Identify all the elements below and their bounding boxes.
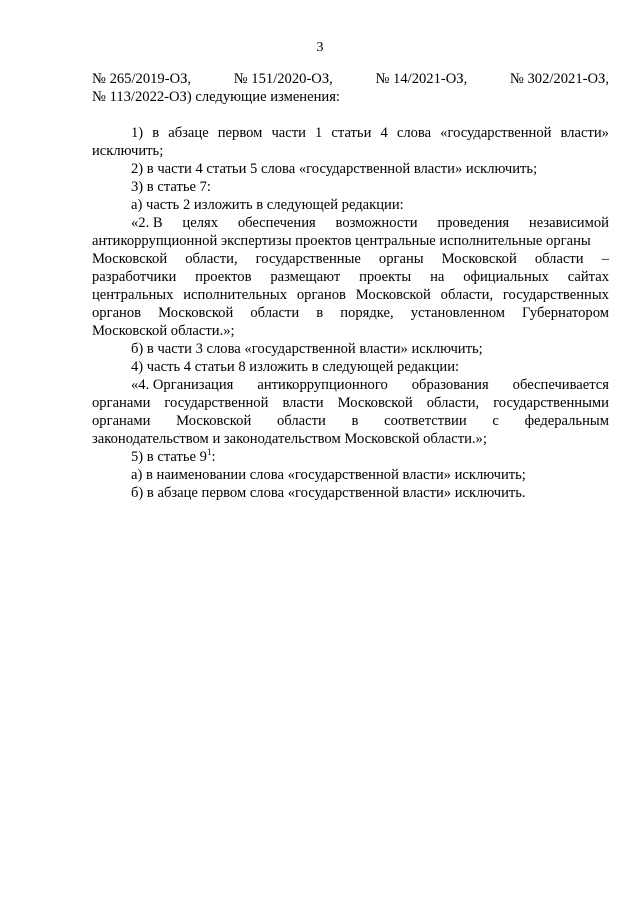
- quote-2-line-3: [92, 412, 609, 430]
- law-ref: № 302/2021-ОЗ,: [509, 71, 609, 87]
- word: проведения: [437, 215, 510, 231]
- word: в: [152, 125, 160, 141]
- word: Московской: [337, 395, 413, 411]
- quote-1-line-6: [92, 304, 609, 322]
- quote-1-line-2: антикоррупционной экспертизы проектов центральные исполнительные органы: [92, 233, 591, 249]
- intro-line-1: [92, 70, 609, 88]
- item-5b: б) в абзаце первом слова «государственной власти» исключить.: [131, 485, 526, 501]
- word: –: [601, 251, 609, 267]
- quote-1-line-5: [92, 286, 609, 304]
- law-ref: № 14/2021-ОЗ,: [375, 71, 468, 87]
- word: «4. Организация: [131, 377, 234, 393]
- quote-1-line-7: Московской области.»;: [92, 323, 235, 339]
- word: органами: [92, 413, 151, 429]
- word: 4: [380, 125, 388, 141]
- word: образования: [411, 377, 489, 393]
- word: исполнительных: [183, 287, 288, 303]
- superscript: 1: [206, 448, 212, 457]
- word: государственной: [164, 395, 269, 411]
- word: области: [250, 305, 300, 321]
- word: абзаце: [168, 125, 209, 141]
- intro-line-2: № 113/2022-ОЗ) следующие изменения:: [92, 89, 340, 105]
- word: сайтах: [567, 269, 609, 285]
- word: разработчики: [92, 269, 177, 285]
- word: области,: [426, 395, 480, 411]
- item-3a: а) часть 2 изложить в следующей редакции:: [131, 197, 404, 213]
- law-ref: № 265/2019-ОЗ,: [92, 71, 192, 87]
- word: первом: [217, 125, 263, 141]
- quote-2-line-2: [92, 394, 609, 412]
- word: в: [351, 413, 359, 429]
- word: обеспечивается: [512, 377, 609, 393]
- item-1-line-1: [131, 124, 609, 142]
- word: государственных: [502, 287, 609, 303]
- word: государственными: [493, 395, 609, 411]
- quote-2-line-1: [131, 376, 609, 394]
- word: органов: [296, 287, 346, 303]
- quote-1-line-1: [131, 214, 609, 232]
- word: возможности: [335, 215, 418, 231]
- page-number: 3: [316, 40, 324, 55]
- word: порядке,: [340, 305, 394, 321]
- word: статьи: [331, 125, 372, 141]
- word: области,: [440, 287, 494, 303]
- item-5-colon: :: [211, 449, 216, 465]
- word: Московской: [441, 251, 517, 267]
- word: власти: [282, 395, 324, 411]
- word: «2. В: [131, 215, 163, 231]
- quote-2-line-4: законодательством и законодательством Московской области.»;: [92, 431, 487, 447]
- item-3b: б) в части 3 слова «государственной власти» исключить;: [131, 341, 483, 357]
- word: антикоррупционного: [257, 377, 388, 393]
- word: размещают: [270, 269, 341, 285]
- word: обеспечения: [237, 215, 316, 231]
- item-5a: а) в наименовании слова «государственной власти» исключить;: [131, 467, 526, 483]
- word: официальных: [463, 269, 549, 285]
- word: установленном: [410, 305, 505, 321]
- word: власти»: [560, 125, 609, 141]
- word: слова: [396, 125, 432, 141]
- word: проектов: [195, 269, 252, 285]
- quote-1-line-4: [92, 268, 609, 286]
- word: «государственной: [440, 125, 552, 141]
- item-5-text: 5) в статье 9: [131, 449, 207, 465]
- word: независимой: [528, 215, 609, 231]
- word: органы: [378, 251, 424, 267]
- item-1-line-2: исключить;: [92, 143, 164, 159]
- quote-1-line-3: [92, 250, 609, 268]
- word: области: [534, 251, 584, 267]
- word: государственные: [255, 251, 361, 267]
- item-2: 2) в части 4 статьи 5 слова «государственной власти» исключить;: [131, 161, 538, 177]
- word: проекты: [359, 269, 412, 285]
- word: Московской: [92, 251, 168, 267]
- law-ref: № 151/2020-ОЗ,: [233, 71, 333, 87]
- word: на: [430, 269, 445, 285]
- word: Московской: [176, 413, 252, 429]
- word: Московской: [158, 305, 234, 321]
- word: органами: [92, 395, 151, 411]
- item-5: [131, 448, 609, 466]
- word: с: [492, 413, 499, 429]
- word: центральных: [92, 287, 174, 303]
- word: 1): [131, 125, 144, 141]
- word: области: [277, 413, 326, 429]
- word: Губернатором: [522, 305, 609, 321]
- word: соответствии: [384, 413, 467, 429]
- word: области,: [185, 251, 238, 267]
- item-4: 4) часть 4 статьи 8 изложить в следующей редакции:: [131, 359, 460, 375]
- word: части: [271, 125, 306, 141]
- word: 1: [315, 125, 323, 141]
- word: Московской: [355, 287, 431, 303]
- word: органов: [92, 305, 142, 321]
- word: целях: [182, 215, 219, 231]
- item-3: 3) в статье 7:: [131, 179, 211, 195]
- word: в: [316, 305, 324, 321]
- word: федеральным: [524, 413, 609, 429]
